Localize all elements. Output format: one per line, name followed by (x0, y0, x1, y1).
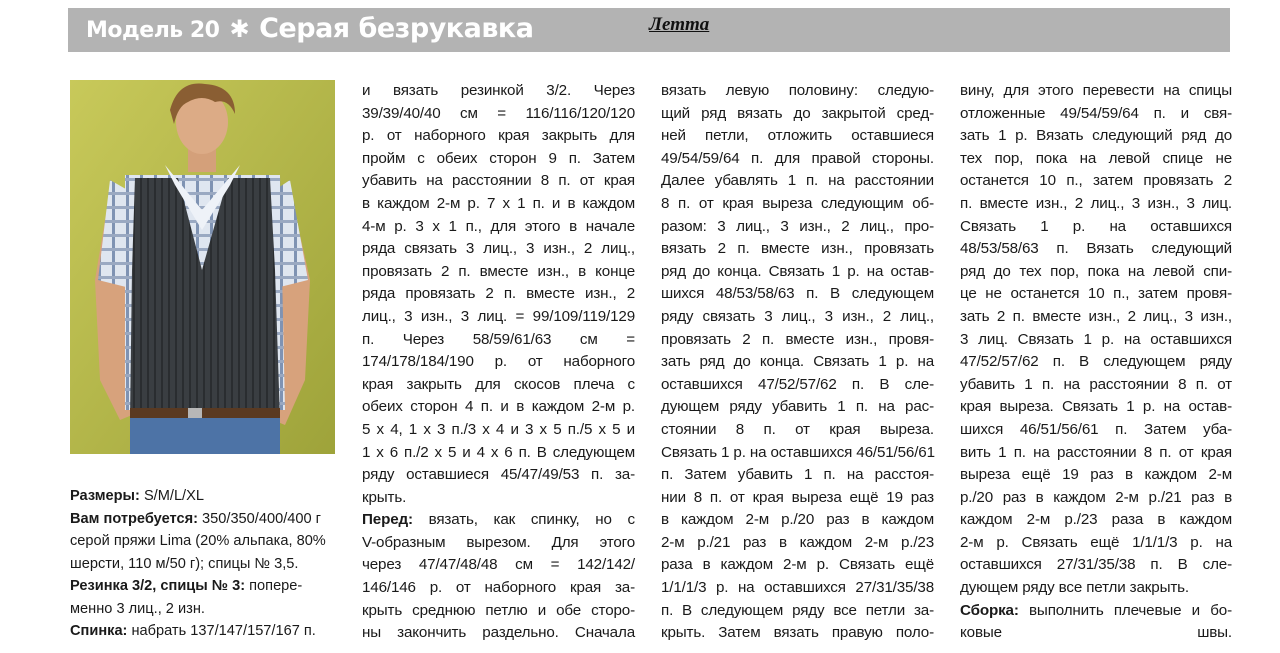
text-line: каждом 2-м р./23 раза в каждом (960, 511, 1232, 529)
text-line: зать ряд до конца. Связать 1 р. на (661, 353, 934, 371)
spec-line: Резинка 3/2, спицы № 3: попере- (70, 578, 303, 594)
text-line: ряду связать 3 лиц., 3 изн., 2 лиц., (661, 307, 934, 325)
text-line: це не останется 10 п., затем провя- (960, 285, 1232, 303)
text-line: провязать 2 п. вместе изн., в конце (362, 262, 635, 280)
text-line: 49/54/59/64 п. для правой стороны. (661, 149, 934, 167)
text-line: вязать 2 п. вместе изн., провязать (661, 240, 934, 258)
text-column-3 (960, 80, 1232, 645)
spec-line: Спинка: набрать 137/147/157/167 п. (70, 623, 316, 639)
text-line: раза в каждом 2-м р. Связать ещё (661, 556, 934, 574)
text-line: 3 лиц. Связать 1 р. на оставшихся (960, 330, 1232, 348)
text-line: п. В следующем ряду все петли за- (661, 601, 934, 619)
text-line: и вязать резинкой 3/2. Через (362, 82, 635, 99)
text-line: Сборка: выполнить плечевые и бо- (960, 601, 1232, 619)
spec-line: серой пряжи Lima (20% альпака, 80% (70, 533, 326, 549)
text-line: ны закончить раздельно. Сначала (362, 624, 635, 642)
text-line: оставшихся 47/52/57/62 п. В сле- (661, 375, 934, 393)
text-line: вить 1 п. на расстоянии 8 п. от края (960, 443, 1232, 461)
text-line: тех пор, пока на левой спице не (960, 149, 1232, 167)
text-line: провязать 2 п. вместе изн., провя- (661, 330, 934, 348)
text-line: 146/146 р. от наборного края за- (362, 579, 635, 597)
text-line: разом: 3 лиц., 3 изн., 2 лиц., про- (661, 217, 934, 235)
text-line: края закрыть для скосов плеча с (362, 375, 635, 393)
text-line: отложенные 49/54/59/64 п. и свя- (960, 104, 1232, 122)
text-line: ряда связать 3 лиц., 3 изн., 2 лиц., (362, 240, 635, 258)
text-line: щий ряд вязать до закрытой сред- (661, 104, 934, 122)
text-line: дующем ряду все петли закрыть. (960, 579, 1189, 597)
text-line: вязать левую половину: следую- (661, 82, 934, 99)
text-line: р./20 раз в каждом 2-м р./21 раз в (960, 488, 1232, 506)
pattern-title (86, 13, 533, 44)
specs-block (70, 485, 342, 643)
text-line: убавить на расстоянии 8 п. от края (362, 172, 635, 190)
text-column-2 (661, 80, 934, 645)
text-line: ряду оставшиеся 45/47/49/53 п. за- (362, 466, 635, 484)
text-line: оставшихся 27/31/35/38 п. В сле- (960, 556, 1232, 574)
text-line: п. Через 58/59/61/63 см = (362, 330, 635, 348)
spec-line: Размеры: S/M/L/XL (70, 488, 204, 504)
text-line: 1/1/1/3 р. на оставшихся 27/31/35/38 (661, 579, 934, 597)
brand-name: Летта (649, 14, 710, 35)
text-line: ковые швы. (960, 624, 1232, 642)
text-line: через 47/47/48/48 см = 142/142/ (362, 556, 635, 574)
asterisk-icon: ✱ (229, 15, 250, 43)
text-line: 2-м р./21 раз в каждом 2-м р./23 (661, 533, 934, 551)
text-line: стоянии 8 п. от края выреза. (661, 420, 934, 438)
text-line: 5 х 4, 1 х 3 п./3 х 4 и 3 х 5 п./5 х 5 и (362, 420, 635, 438)
text-line: 8 п. от края выреза следующим об- (661, 194, 934, 212)
text-line: крыть. (362, 488, 407, 506)
text-line: р. от наборного края закрыть для (362, 127, 635, 145)
text-line: зать 1 р. Вязать следующий ряд до (960, 127, 1232, 145)
text-line: шихся 46/51/56/61 п. Затем уба- (960, 420, 1232, 438)
title-banner (68, 8, 1230, 52)
text-line: края выреза. Связать 1 р. на остав- (960, 398, 1232, 416)
model-photo (70, 80, 335, 454)
text-line: в каждом 2-м р./20 раз в каждом (661, 511, 934, 529)
man-in-knitted-vest-photo (70, 80, 335, 454)
text-line: 48/53/58/63 п. Вязать следующий (960, 240, 1232, 258)
text-line: 4-м р. 3 х 1 п., для этого в начале (362, 217, 635, 235)
text-line: зать 2 п. вместе изн., 2 лиц., 3 изн., (960, 307, 1232, 325)
text-line: лиц., 3 изн., 3 лиц. = 99/109/119/129 (362, 307, 635, 325)
text-line: 39/39/40/40 см = 116/116/120/120 (362, 104, 635, 122)
text-line: Связать 1 р. на оставшихся (960, 217, 1232, 235)
text-line: ряд до конца. Связать 1 р. на остав- (661, 262, 934, 280)
spec-line: шерсти, 110 м/50 г); спицы № 3,5. (70, 555, 299, 572)
text-line: 174/178/184/190 р. от наборного (362, 353, 635, 371)
text-line: п. Затем убавить 1 п. на расстоя- (661, 466, 934, 484)
text-line: вину, для этого перевести на спицы (960, 82, 1232, 99)
text-line: крыть. Затем вязать правую поло- (661, 624, 934, 642)
text-line: Связать 1 р. на оставшихся 46/51/56/61 (661, 443, 935, 461)
text-column-1 (362, 80, 635, 645)
text-line: останется 10 п., затем провязать 2 (960, 172, 1232, 190)
text-line: 1 х 6 п./2 х 5 и 4 х 6 п. В следующем (362, 443, 635, 461)
text-line: ней петли, отложить оставшиеся (661, 127, 934, 145)
text-line: п. вместе изн., 2 лиц., 3 изн., 3 лиц. (960, 194, 1232, 212)
text-line: крыть среднюю петлю и обе сторо- (362, 601, 635, 619)
text-line: дующем ряду убавить 1 п. на рас- (661, 398, 934, 416)
text-line: Далее убавлять 1 п. на расстоянии (661, 172, 934, 190)
text-line: убавить 1 п. на расстоянии 8 п. от (960, 375, 1232, 393)
text-line: нии 8 п. от края выреза ещё 19 раз (661, 488, 934, 506)
text-line: обеих сторон 4 п. и в каждом 2-м р. (362, 398, 635, 416)
text-line: ряда провязать 2 п. вместе изн., 2 (362, 285, 635, 303)
model-number: Модель 20 (86, 18, 220, 43)
garment-name: Серая безрукавка (259, 13, 534, 44)
spec-line: Вам потребуется: 350/350/400/400 г (70, 510, 321, 527)
text-line: выреза ещё 19 раз в каждом 2-м (960, 466, 1232, 484)
text-line: шихся 48/53/58/63 п. В следующем (661, 285, 934, 303)
text-line: в каждом 2-м р. 7 х 1 п. и в каждом (362, 194, 635, 212)
text-line: Перед: вязать, как спинку, но с (362, 511, 635, 529)
text-line: 47/52/57/62 п. В следующем ряду (960, 353, 1232, 371)
text-line: пройм с обеих сторон 9 п. Затем (362, 149, 635, 167)
spec-line: менно 3 лиц., 2 изн. (70, 600, 205, 617)
text-line: 2-м р. Связать ещё 1/1/1/3 р. на (960, 533, 1232, 551)
text-line: V-образным вырезом. Для этого (362, 533, 635, 551)
text-line: ряд до тех пор, пока на левой спи- (960, 262, 1232, 280)
